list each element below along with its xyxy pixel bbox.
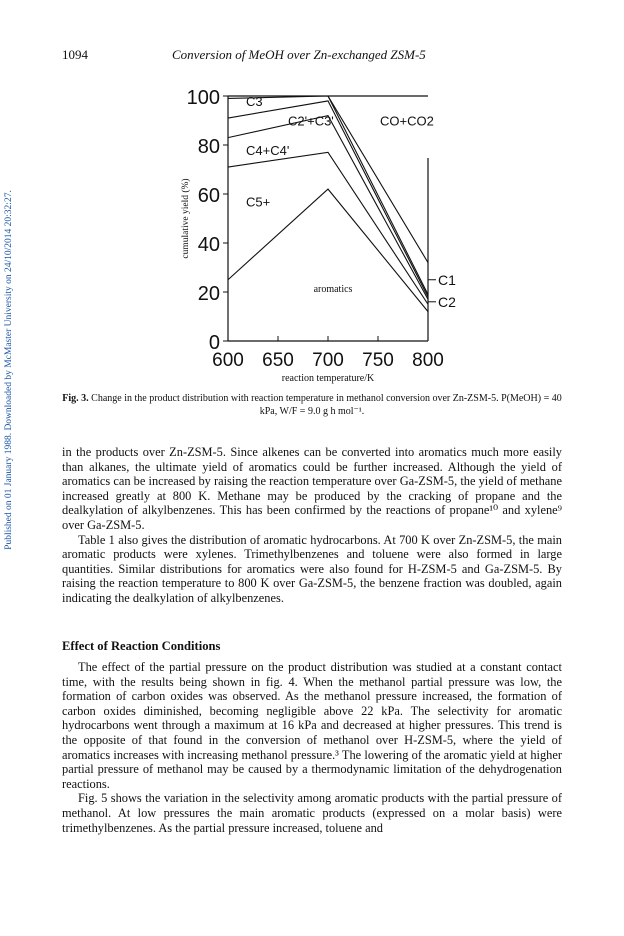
region-label: C4+C4': [246, 142, 290, 158]
download-notice: [2, 150, 16, 590]
end-label: C1: [438, 271, 456, 288]
region-label: C3: [246, 93, 263, 109]
x-tick-label: 700: [312, 350, 344, 371]
y-tick-label: 20: [197, 283, 220, 305]
running-title: Conversion of MeOH over Zn-exchanged ZSM-5: [172, 47, 426, 62]
page-number: 1094: [62, 47, 88, 62]
y-tick-label: 80: [197, 136, 220, 158]
paragraph: Fig. 5 shows the variation in the selectivity among aromatic products with the partial pressure of methanol. At low pressures the main aromatic products (expressed on a molar basis) were trimethylbenzenes. As the partial pressure increased, toluene and: [62, 791, 562, 835]
x-tick-label: 750: [362, 350, 394, 371]
paragraph: in the products over Zn-ZSM-5. Since alkenes can be converted into aromatics much more easily than alkanes, the ultimate yield of aromatics could be further increased. Although the yield of aromatics can be increased by raising the reaction temperature over Ga-ZSM-5, the yield of methane increased greatly at 800 K. Methane may be produced by the cracking of propane and the dealkylation of alkylbenzenes. This has been confirmed by the reactions of propane¹⁰ and xylene⁹ over Ga-ZSM-5.: [62, 445, 562, 532]
caption-label: Fig. 3.: [62, 393, 89, 404]
x-tick-label: 650: [262, 350, 294, 371]
y-tick-label: 100: [186, 87, 220, 109]
paragraph: Table 1 also gives the distribution of aromatic hydrocarbons. At 700 K over Zn-ZSM-5, the main aromatic products were xylenes. Trimethylbenzenes and toluene were also formed in large quantities. Similar distributions for aromatics were also found for H-ZSM-5 and Ga-ZSM-5. By raising the reaction temperature to 800 K over Ga-ZSM-5, the benzene fraction was doubled, again indicating the dealkylation of alkylbenzenes.: [62, 532, 562, 605]
paragraph: The effect of the partial pressure on the product distribution was studied at a constant contact time, with the results being shown in fig. 4. When the methanol partial pressure was low, the formation of carbon oxides was observed. As the methanol pressure increased, the formation of carbon oxides diminished, becoming negligible above 22 kPa. The selectivity for aromatic hydrocarbons went through a maximum at 16 kPa and decreased at higher pressures. This trend is the opposite of that found in the conversion of methanol over H-ZSM-5, where the yield of aromatics increases with increasing methanol pressure.³ The lowering of the aromatic yield at higher partial pressure of methanol may be caused by a thermodynamic limitation of the dehydrogenation reactions.: [62, 660, 562, 791]
figure-3-chart: [150, 78, 470, 390]
y-tick-label: 40: [197, 234, 220, 256]
body-block-1: [62, 445, 562, 606]
boundary-line: [228, 152, 428, 304]
y-axis-title: cumulative yield (%): [181, 178, 191, 259]
region-label: C5+: [246, 194, 271, 210]
region-label: aromatics: [313, 284, 353, 295]
end-label: C2: [438, 293, 456, 310]
download-notice-text: Published on 01 January 1988. Downloaded by McMaster University on 24/10/2014 20:32:27.: [4, 190, 14, 550]
region-label: C2'+C3': [288, 113, 334, 129]
y-tick-label: 0: [208, 332, 220, 354]
y-tick-label: 60: [197, 185, 220, 207]
caption-text: Change in the product distribution with reaction temperature in methanol conversion over Zn-ZSM-5. P(MeOH) = 40 kPa, W/F = 9.0 g h mol⁻¹.: [91, 393, 562, 417]
x-tick-label: 600: [212, 350, 244, 371]
body-block-2: [62, 660, 562, 835]
figure-caption: [62, 392, 562, 418]
region-label: CO+CO2: [380, 113, 434, 129]
section-heading: Effect of Reaction Conditions: [62, 639, 221, 653]
x-axis-title: reaction temperature/K: [281, 373, 375, 384]
x-tick-label: 800: [412, 350, 444, 371]
